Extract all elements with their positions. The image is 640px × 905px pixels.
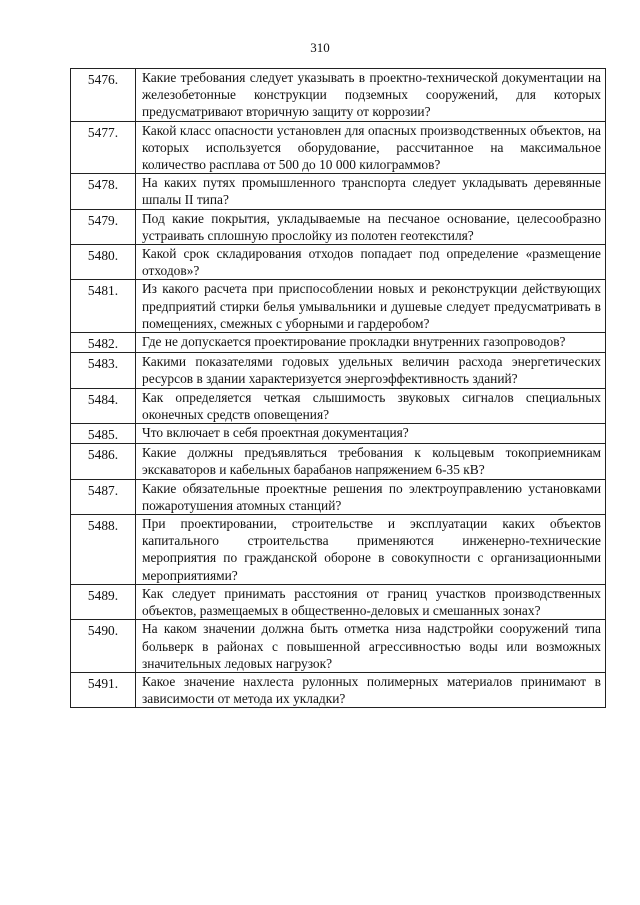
question-text: При проектировании, строительстве и эксплуатации каких объектов капитального строительства применяются инженерно-технические мероприятия по гражданской обороне в совокупности с организационными мероприятиями?: [136, 515, 606, 585]
table-row: [71, 424, 606, 444]
table-row: [71, 209, 606, 244]
question-number: 5478.: [71, 174, 136, 209]
table-row: [71, 672, 606, 707]
table-row: [71, 69, 606, 122]
table-row: [71, 245, 606, 280]
table-row: [71, 479, 606, 514]
table-row: [71, 388, 606, 423]
page-number: 310: [310, 40, 330, 55]
question-number: 5476.: [71, 69, 136, 122]
question-text: Какие требования следует указывать в проектно-технической документации на железобетонные конструкции подземных сооружений, для которых предусматривают вторичную защиту от коррозии?: [136, 69, 606, 122]
table-row: [71, 333, 606, 353]
question-number: 5483.: [71, 353, 136, 388]
table-row: [71, 515, 606, 585]
question-number: 5482.: [71, 333, 136, 353]
question-text: Что включает в себя проектная документация?: [136, 424, 606, 444]
table-row: [71, 280, 606, 333]
table-row: [71, 620, 606, 673]
question-text: На каких путях промышленного транспорта следует укладывать деревянные шпалы II типа?: [136, 174, 606, 209]
table-row: [71, 444, 606, 479]
question-text: Где не допускается проектирование прокладки внутренних газопроводов?: [136, 333, 606, 353]
question-text: Какой класс опасности установлен для опасных производственных объектов, на которых используется оборудование, рассчитанное на максимальное количество расплава от 500 до 10 000 килограммов?: [136, 121, 606, 174]
questions-table: [70, 68, 606, 708]
table-row: [71, 174, 606, 209]
table-row: [71, 584, 606, 619]
question-text: Какое значение нахлеста рулонных полимерных материалов принимают в зависимости от метода их укладки?: [136, 672, 606, 707]
question-text: На каком значении должна быть отметка низа надстройки сооружений типа больверк в районах с повышенной агрессивностью воды или возможных значительных ледовых нагрузок?: [136, 620, 606, 673]
table-row: [71, 121, 606, 174]
question-number: 5480.: [71, 245, 136, 280]
question-number: 5479.: [71, 209, 136, 244]
question-text: Какими показателями годовых удельных величин расхода энергетических ресурсов в здании характеризуется энергоэффективность зданий?: [136, 353, 606, 388]
question-number: 5490.: [71, 620, 136, 673]
question-text: Как следует принимать расстояния от границ участков производственных объектов, размещаемых в общественно-деловых и смешанных зонах?: [136, 584, 606, 619]
question-number: 5488.: [71, 515, 136, 585]
question-text: Какие должны предъявляться требования к кольцевым токоприемникам экскаваторов и кабельных барабанов напряжением 6-35 кВ?: [136, 444, 606, 479]
question-text: Как определяется четкая слышимость звуковых сигналов специальных оконечных средств оповещения?: [136, 388, 606, 423]
question-number: 5487.: [71, 479, 136, 514]
question-number: 5491.: [71, 672, 136, 707]
question-number: 5477.: [71, 121, 136, 174]
question-text: Какие обязательные проектные решения по электроуправлению установками пожаротушения атомных станций?: [136, 479, 606, 514]
question-number: 5485.: [71, 424, 136, 444]
question-number: 5489.: [71, 584, 136, 619]
question-text: Какой срок складирования отходов попадает под определение «размещение отходов»?: [136, 245, 606, 280]
table-row: [71, 353, 606, 388]
question-text: Из какого расчета при приспособлении новых и реконструкции действующих предприятий стирки белья умывальники и душевые следует предусматривать в помещениях, смежных с уборными и гардеробом?: [136, 280, 606, 333]
question-number: 5481.: [71, 280, 136, 333]
question-number: 5486.: [71, 444, 136, 479]
question-number: 5484.: [71, 388, 136, 423]
question-text: Под какие покрытия, укладываемые на песчаное основание, целесообразно устраивать сплошную прослойку из полотен геотекстиля?: [136, 209, 606, 244]
